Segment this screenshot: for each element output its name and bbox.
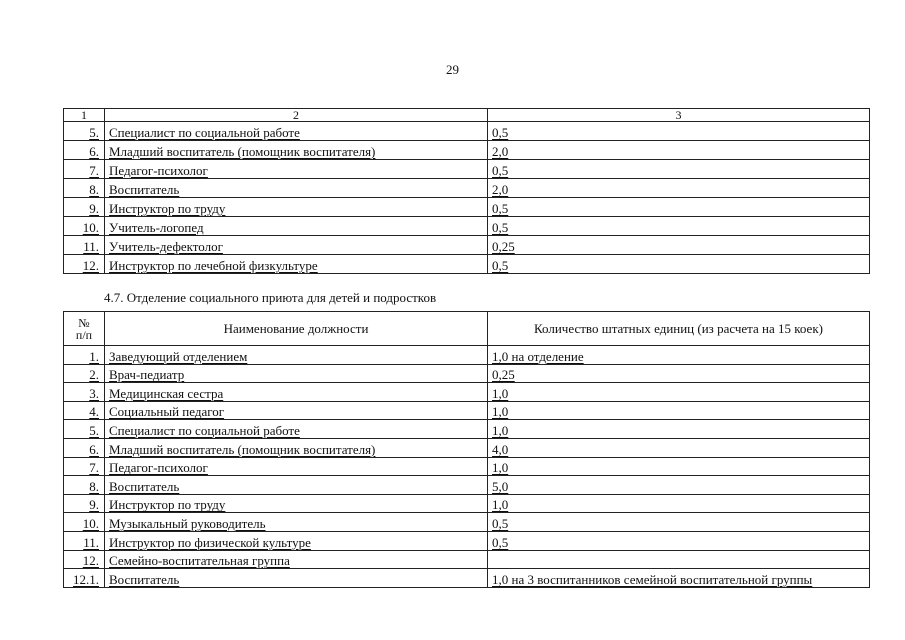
staff-units: 0,25 bbox=[488, 236, 870, 255]
staff-units: 0,5 bbox=[488, 255, 870, 274]
table-row bbox=[64, 198, 870, 217]
table-row bbox=[64, 141, 870, 160]
staff-table-continuation bbox=[63, 108, 870, 274]
table-row bbox=[64, 122, 870, 141]
table-row bbox=[64, 217, 870, 236]
row-number: 5. bbox=[64, 420, 105, 439]
position-name: Младший воспитатель (помощник воспитателя) bbox=[105, 141, 488, 160]
header-number-line1: № bbox=[78, 315, 90, 330]
row-number: 11. bbox=[64, 531, 105, 550]
row-number: 11. bbox=[64, 236, 105, 255]
column-number-1: 1 bbox=[64, 109, 105, 122]
header-position-name: Наименование должности bbox=[105, 312, 488, 346]
table-row bbox=[64, 255, 870, 274]
staff-units: 1,0 bbox=[488, 494, 870, 513]
row-number: 4. bbox=[64, 401, 105, 420]
position-name: Младший воспитатель (помощник воспитателя) bbox=[105, 438, 488, 457]
staff-units: 5,0 bbox=[488, 476, 870, 495]
row-number: 10. bbox=[64, 217, 105, 236]
header-number bbox=[64, 312, 105, 346]
staff-units: 0,25 bbox=[488, 364, 870, 383]
table-row bbox=[64, 420, 870, 439]
column-number-3: 3 bbox=[488, 109, 870, 122]
row-number: 2. bbox=[64, 364, 105, 383]
staff-units: 1,0 на отделение bbox=[488, 346, 870, 365]
table-row bbox=[64, 401, 870, 420]
position-name: Специалист по социальной работе bbox=[105, 122, 488, 141]
table-row bbox=[64, 550, 870, 569]
row-number: 6. bbox=[64, 141, 105, 160]
staff-units: 2,0 bbox=[488, 141, 870, 160]
position-name: Заведующий отделением bbox=[105, 346, 488, 365]
position-name: Педагог-психолог bbox=[105, 160, 488, 179]
position-name: Инструктор по физической культуре bbox=[105, 531, 488, 550]
row-number: 12. bbox=[64, 550, 105, 569]
row-number: 8. bbox=[64, 476, 105, 495]
header-staff-units: Количество штатных единиц (из расчета на 15 коек) bbox=[488, 312, 870, 346]
position-name: Семейно-воспитательная группа bbox=[105, 550, 488, 569]
column-number-2: 2 bbox=[105, 109, 488, 122]
staff-units: 0,5 bbox=[488, 513, 870, 532]
staff-units: 0,5 bbox=[488, 122, 870, 141]
position-name: Инструктор по труду bbox=[105, 198, 488, 217]
section-heading: 4.7. Отделение социального приюта для детей и подростков bbox=[104, 290, 437, 305]
table-row bbox=[64, 364, 870, 383]
table-row bbox=[64, 457, 870, 476]
table-row bbox=[64, 236, 870, 255]
table-row bbox=[64, 346, 870, 365]
position-name: Музыкальный руководитель bbox=[105, 513, 488, 532]
row-number: 7. bbox=[64, 160, 105, 179]
header-number-line2: п/п bbox=[75, 327, 93, 342]
row-number: 9. bbox=[64, 198, 105, 217]
staff-units: 0,5 bbox=[488, 160, 870, 179]
table-row bbox=[64, 494, 870, 513]
position-name: Учитель-дефектолог bbox=[105, 236, 488, 255]
staff-units: 1,0 bbox=[488, 457, 870, 476]
position-name: Врач-педиатр bbox=[105, 364, 488, 383]
column-number-row bbox=[64, 109, 870, 122]
staff-units: 1,0 bbox=[488, 383, 870, 402]
position-name: Инструктор по труду bbox=[105, 494, 488, 513]
table-row bbox=[64, 476, 870, 495]
position-name: Воспитатель bbox=[105, 476, 488, 495]
row-number: 6. bbox=[64, 438, 105, 457]
position-name: Учитель-логопед bbox=[105, 217, 488, 236]
row-number: 12.1. bbox=[64, 569, 105, 588]
row-number: 12. bbox=[64, 255, 105, 274]
staff-units: 1,0 на 3 воспитанников семейной воспитательной группы bbox=[488, 569, 870, 588]
table-header-row bbox=[64, 312, 870, 346]
position-name: Медицинская сестра bbox=[105, 383, 488, 402]
position-name: Педагог-психолог bbox=[105, 457, 488, 476]
table-row bbox=[64, 383, 870, 402]
row-number: 5. bbox=[64, 122, 105, 141]
row-number: 7. bbox=[64, 457, 105, 476]
staff-units: 2,0 bbox=[488, 179, 870, 198]
table-row bbox=[64, 513, 870, 532]
table-row bbox=[64, 160, 870, 179]
table-row bbox=[64, 438, 870, 457]
staff-units bbox=[488, 550, 870, 569]
position-name: Воспитатель bbox=[105, 569, 488, 588]
staff-units: 0,5 bbox=[488, 531, 870, 550]
row-number: 9. bbox=[64, 494, 105, 513]
staff-units: 0,5 bbox=[488, 217, 870, 236]
position-name: Социальный педагог bbox=[105, 401, 488, 420]
row-number: 10. bbox=[64, 513, 105, 532]
row-number: 3. bbox=[64, 383, 105, 402]
staff-units: 0,5 bbox=[488, 198, 870, 217]
page-number: 29 bbox=[446, 62, 459, 77]
staff-units: 1,0 bbox=[488, 420, 870, 439]
position-name: Специалист по социальной работе bbox=[105, 420, 488, 439]
row-number: 1. bbox=[64, 346, 105, 365]
row-number: 8. bbox=[64, 179, 105, 198]
staff-units: 4,0 bbox=[488, 438, 870, 457]
staff-units: 1,0 bbox=[488, 401, 870, 420]
position-name: Инструктор по лечебной физкультуре bbox=[105, 255, 488, 274]
table-row bbox=[64, 531, 870, 550]
table-row bbox=[64, 179, 870, 198]
shelter-staff-table bbox=[63, 311, 870, 588]
position-name: Воспитатель bbox=[105, 179, 488, 198]
table-row bbox=[64, 569, 870, 588]
